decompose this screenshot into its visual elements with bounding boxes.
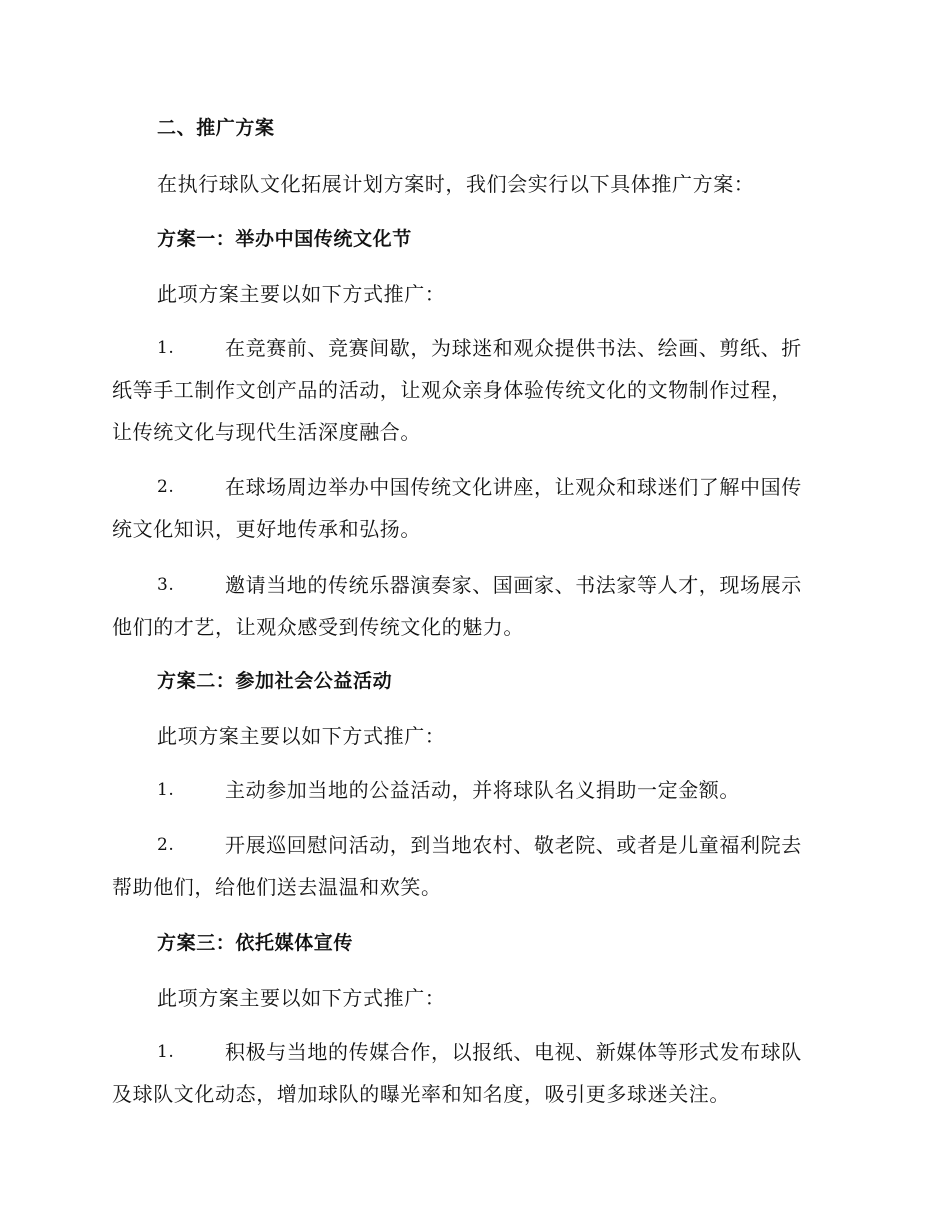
plan-3-lead: 此项方案主要以如下方式推广： bbox=[157, 986, 446, 1010]
list-number: 1. bbox=[157, 780, 175, 800]
list-item-text: 积极与当地的传媒合作，以报纸、电视、新媒体等形式发布球队 bbox=[225, 1040, 802, 1064]
list-item-text: 在球场周边举办中国传统文化讲座，让观众和球迷们了解中国传 bbox=[225, 475, 802, 499]
plan-2-heading: 方案二：参加社会公益活动 bbox=[157, 670, 393, 692]
list-number: 2. bbox=[157, 477, 175, 497]
plan-3-heading: 方案三：依托媒体宣传 bbox=[157, 932, 354, 954]
list-number: 1. bbox=[157, 338, 175, 358]
plan-1-lead: 此项方案主要以如下方式推广： bbox=[157, 282, 446, 306]
list-item-text: 主动参加当地的公益活动，并将球队名义捐助一定金额。 bbox=[225, 778, 740, 802]
intro-paragraph: 在执行球队文化拓展计划方案时，我们会实行以下具体推广方案： bbox=[157, 172, 755, 196]
list-item-text: 开展巡回慰问活动，到当地农村、敬老院、或者是儿童福利院去 bbox=[225, 833, 802, 857]
list-item-text-continued: 他们的才艺，让观众感受到传统文化的魅力。 bbox=[112, 615, 524, 639]
list-number: 1. bbox=[157, 1042, 175, 1062]
list-number: 3. bbox=[157, 575, 175, 595]
list-item-text: 在竞赛前、竞赛间歇，为球迷和观众提供书法、绘画、剪纸、折 bbox=[225, 336, 802, 360]
plan-1-heading: 方案一：举办中国传统文化节 bbox=[157, 228, 412, 250]
list-item-text-continued: 及球队文化动态，增加球队的曝光率和知名度，吸引更多球迷关注。 bbox=[112, 1082, 730, 1106]
list-item-text: 邀请当地的传统乐器演奏家、国画家、书法家等人才，现场展示 bbox=[225, 573, 802, 597]
list-number: 2. bbox=[157, 835, 175, 855]
list-item-text-continued: 统文化知识，更好地传承和弘扬。 bbox=[112, 517, 421, 541]
list-item-text-continued: 纸等手工制作文创产品的活动，让观众亲身体验传统文化的文物制作过程， bbox=[112, 378, 792, 402]
plan-2-lead: 此项方案主要以如下方式推广： bbox=[157, 724, 446, 748]
list-item-text-continued: 帮助他们，给他们送去温温和欢笑。 bbox=[112, 875, 442, 899]
list-item-text-continued: 让传统文化与现代生活深度融合。 bbox=[112, 420, 421, 444]
section-title: 二、推广方案 bbox=[157, 117, 275, 139]
